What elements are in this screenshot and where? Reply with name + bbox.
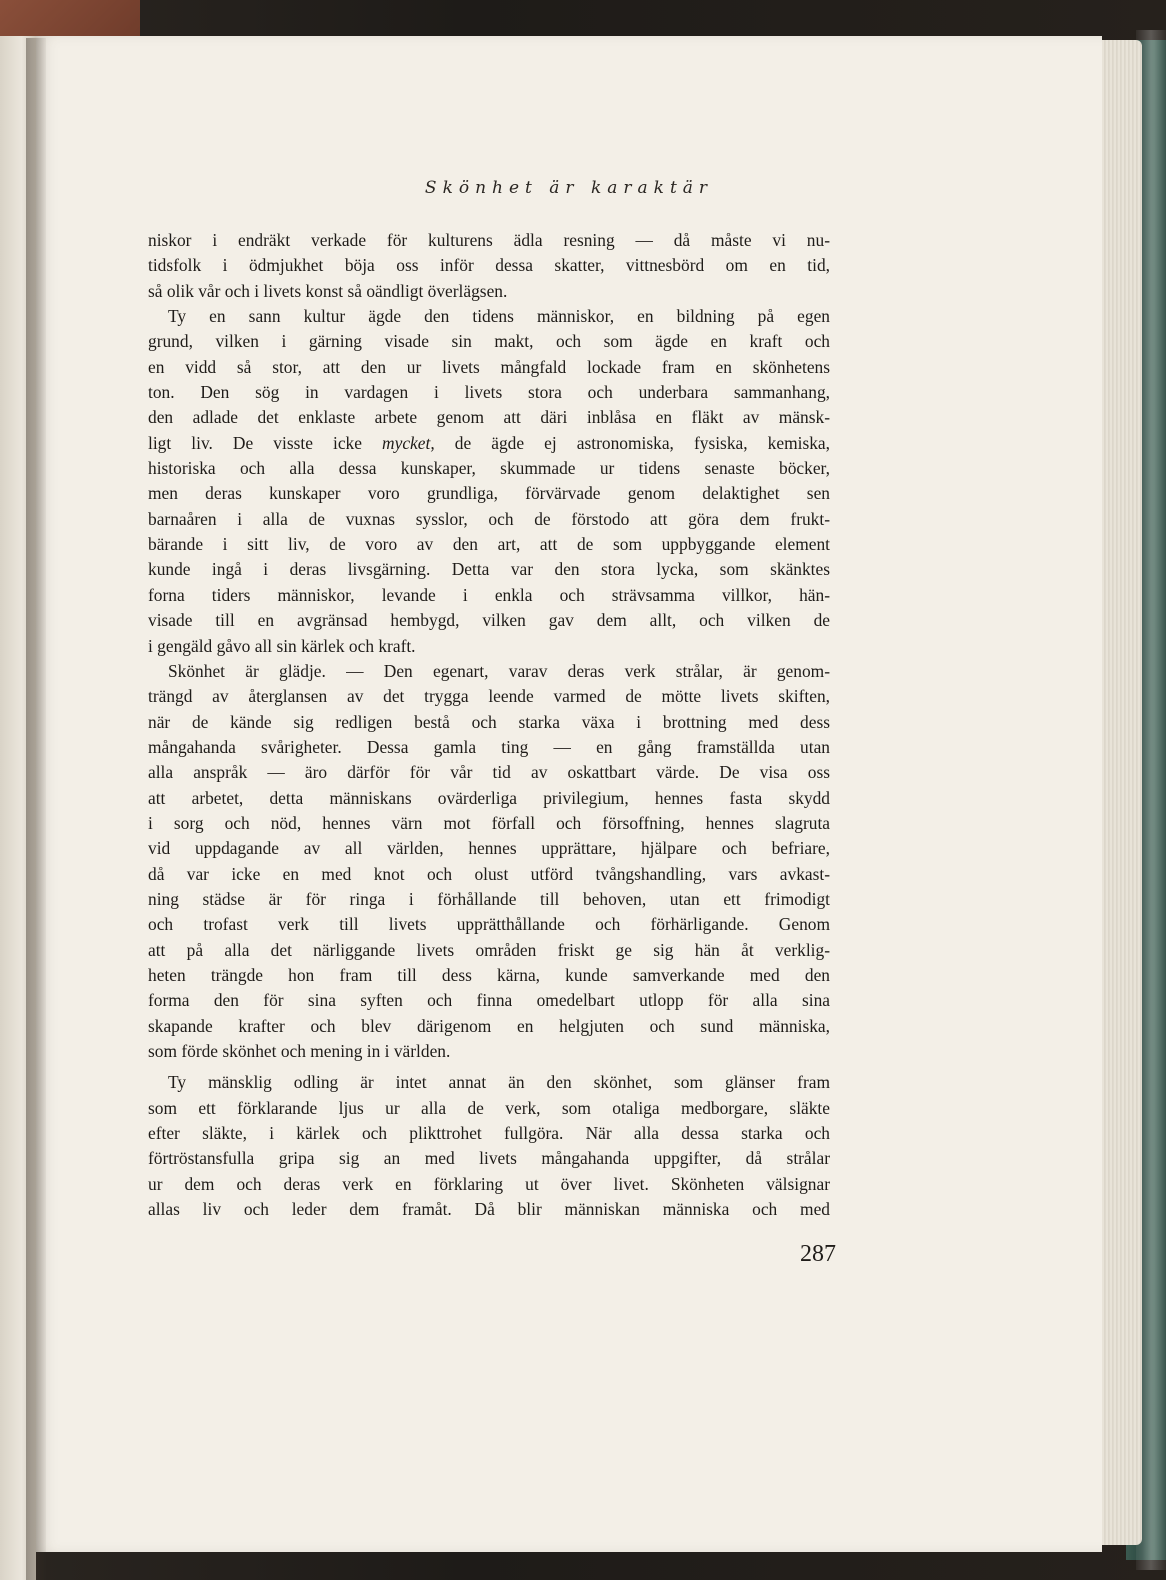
text-line: att på alla det närliggande livets områden friskt ge sig hän åt verklig- xyxy=(148,939,830,960)
emphasized-word: mycket, xyxy=(382,432,435,453)
text-line: allas liv och leder dem framåt. Då blir människan människa och med xyxy=(148,1199,830,1220)
text-line: så olik vår och i livets konst så oändligt överlägsen. xyxy=(148,280,508,301)
text-line: historiska och alla dessa kunskaper, skummade ur tidens senaste böcker, xyxy=(148,458,830,479)
text-line: heten trängde hon fram till dess kärna, kunde samverkande med den xyxy=(148,964,830,985)
text-line: forna tiders människor, levande i enkla och strävsamma villkor, hän- xyxy=(148,584,830,605)
text-line: bärande i sitt liv, de voro av den art, att de som uppbyggande element xyxy=(148,534,830,555)
text-line: ur dem och deras verk en förklaring ut över livet. Skönheten välsignar xyxy=(148,1173,830,1194)
text-line: skapande krafter och blev därigenom en helgjuten och sund människa, xyxy=(148,1015,830,1036)
text-line: att arbetet, detta människans ovärderliga privilegium, hennes fasta skydd xyxy=(148,787,830,808)
text-line: visade till en avgränsad hembygd, vilken gav dem allt, och vilken de xyxy=(148,610,830,631)
text-line: vid uppdagande av all världen, hennes upprättare, hjälpare och befriare, xyxy=(148,838,830,859)
text-line: ton. Den sög in vardagen i livets stora och underbara sammanhang, xyxy=(148,382,830,403)
text-line: kunde ingå i deras livsgärning. Detta var den stora lycka, som skänktes xyxy=(148,559,830,580)
text-line: i gengäld gåvo all sin kärlek och kraft. xyxy=(148,635,416,656)
text-line: förtröstansfulla gripa sig an med livets mångahanda uppgifter, då strålar xyxy=(148,1148,830,1169)
text-line: då var icke en med knot och olust utförd tvångshandling, vars avkast- xyxy=(148,863,830,884)
page-number: 287 xyxy=(800,1241,836,1267)
text-line: och trofast verk till livets upprätthållande och förhärligande. Genom xyxy=(148,914,830,935)
text-line: när de kände sig redligen bestå och starka växa i brottning med dess xyxy=(148,711,830,732)
text-line: trängd av återglansen av det trygga leende varmed de mötte livets skiften, xyxy=(148,686,830,707)
book-gutter xyxy=(26,38,46,1580)
text-line: barnaåren i alla de vuxnas sysslor, och de förstodo att göra dem frukt- xyxy=(148,508,830,529)
text-segment: ligt liv. De visste icke xyxy=(148,432,383,453)
text-line: en vidd så stor, att den ur livets mångfald lockade fram en skönhetens xyxy=(148,356,830,377)
text-line: alla anspråk — äro därför för vår tid av oskattbart värde. De visa oss xyxy=(148,762,830,783)
book-page xyxy=(36,36,1102,1552)
text-line: ning städse är för ringa i förhållande till behoven, utan ett frimodigt xyxy=(148,888,830,909)
text-line: Ty mänsklig odling är intet annat än den skönhet, som glänser fram xyxy=(168,1072,830,1093)
page-stack-edge xyxy=(1098,40,1142,1545)
text-line: som ett förklarande ljus ur alla de verk, som otaliga medborgare, släkte xyxy=(148,1097,830,1118)
text-line: som förde skönhet och mening in i världen. xyxy=(148,1041,451,1061)
text-line: tidsfolk i ödmjukhet böja oss inför dessa skatter, vittnesbörd om en tid, xyxy=(148,255,830,276)
text-line xyxy=(148,431,830,456)
running-head: Skönhet är karaktär xyxy=(424,178,714,198)
text-line: men deras kunskaper voro grundliga, förvärvade genom delaktighet sen xyxy=(148,483,830,504)
text-line: i sorg och nöd, hennes värn mot förfall och försoffning, hennes slagruta xyxy=(148,812,830,833)
text-line: forma den för sina syften och finna omedelbart utlopp för alla sina xyxy=(148,990,830,1011)
text-segment: de ägde ej astronomiska, fysiska, kemiska, xyxy=(434,432,830,453)
text-line: mångahanda svårigheter. Dessa gamla ting — en gång framställda utan xyxy=(148,736,830,757)
text-line: den adlade det enklaste arbete genom att däri inblåsa en fläkt av mänsk- xyxy=(148,407,830,428)
body-text xyxy=(148,228,830,1222)
text-line: Skönhet är glädje. — Den egenart, varav deras verk strålar, är genom- xyxy=(168,660,830,681)
text-line: niskor i endräkt verkade för kulturens ädla resning — då måste vi nu- xyxy=(148,230,830,250)
text-line: efter släkte, i kärlek och plikttrohet fullgöra. När alla dessa starka och xyxy=(148,1123,830,1144)
text-line: Ty en sann kultur ägde den tidens människor, en bildning på egen xyxy=(168,306,830,327)
text-line: grund, vilken i gärning visade sin makt, och som ägde en kraft och xyxy=(148,331,830,352)
